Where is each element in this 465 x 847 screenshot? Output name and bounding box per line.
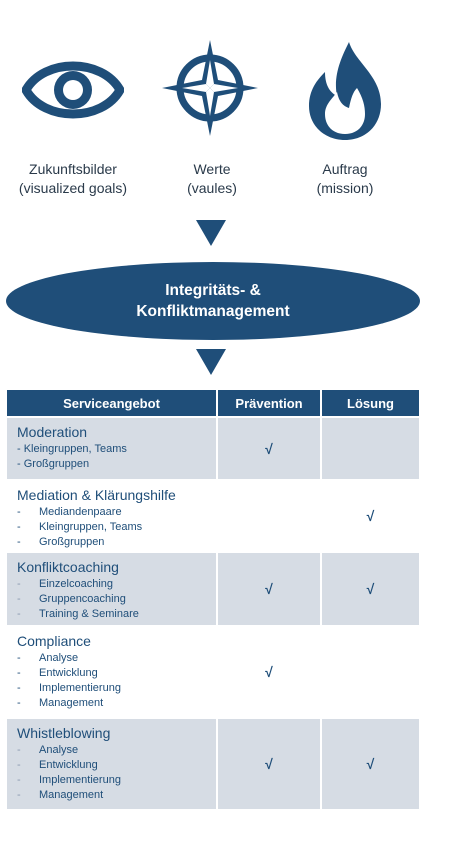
service-item: - Analyse xyxy=(17,744,79,756)
service-item: - Großgruppen xyxy=(17,458,90,470)
table-row xyxy=(6,417,420,480)
service-item: - Einzelcoaching xyxy=(17,578,113,590)
table-row xyxy=(6,552,420,626)
check-praevention-empty xyxy=(217,480,321,552)
service-title: Mediation & Klärungshilfe xyxy=(17,487,176,503)
service-cell xyxy=(6,552,217,626)
center-ellipse xyxy=(6,262,420,340)
table-row xyxy=(6,718,420,810)
caption-sublabel: (visualized goals) xyxy=(18,180,128,196)
caption-auftrag xyxy=(270,160,420,198)
check-praevention: √ xyxy=(217,718,321,810)
header-loesung: Lösung xyxy=(321,389,420,417)
service-item: - Entwicklung xyxy=(17,667,98,679)
service-item: - Implementierung xyxy=(17,682,121,694)
table-header-row xyxy=(6,389,420,417)
header-serviceangebot: Serviceangebot xyxy=(6,389,217,417)
caption-werte xyxy=(137,160,287,198)
check-loesung: √ xyxy=(321,552,420,626)
check-praevention: √ xyxy=(217,552,321,626)
check-praevention: √ xyxy=(217,417,321,480)
eye-icon xyxy=(22,50,124,130)
check-loesung: √ xyxy=(321,718,420,810)
service-item: - Großgruppen xyxy=(17,536,105,548)
flame-icon xyxy=(305,40,385,142)
caption-zukunftsbilder xyxy=(0,160,148,198)
service-item: - Kleingruppen, Teams xyxy=(17,521,143,533)
check-loesung-empty xyxy=(321,626,420,718)
caption-label: Zukunftsbilder xyxy=(29,161,117,177)
check-loesung-empty xyxy=(321,417,420,480)
table-row xyxy=(6,626,420,718)
service-title: Konfliktcoaching xyxy=(17,559,119,575)
service-cell xyxy=(6,480,217,552)
caption-label: Werte xyxy=(193,161,231,177)
caption-sublabel: (mission) xyxy=(316,180,374,196)
service-title: Whistleblowing xyxy=(17,725,111,741)
check-praevention: √ xyxy=(217,626,321,718)
compass-icon xyxy=(160,38,260,138)
center-title-line2: Konfliktmanagement xyxy=(136,303,290,320)
service-cell xyxy=(6,417,217,480)
down-arrow-icon xyxy=(196,220,226,246)
service-item: - Mediandenpaare xyxy=(17,506,122,518)
down-arrow-icon xyxy=(196,349,226,375)
service-title: Moderation xyxy=(17,424,88,440)
service-item: - Analyse xyxy=(17,652,79,664)
service-item: - Gruppencoaching xyxy=(17,593,126,605)
service-cell xyxy=(6,626,217,718)
service-item: - Management xyxy=(17,697,104,709)
service-table xyxy=(5,388,421,811)
service-item: - Implementierung xyxy=(17,774,121,786)
service-item: - Management xyxy=(17,789,104,801)
center-title-line1: Integritäts- & xyxy=(165,282,261,299)
table-row xyxy=(6,480,420,552)
service-item: - Entwicklung xyxy=(17,759,98,771)
header-praevention: Prävention xyxy=(217,389,321,417)
service-item: - Kleingruppen, Teams xyxy=(17,443,127,455)
service-title: Compliance xyxy=(17,633,91,649)
check-loesung: √ xyxy=(321,480,420,552)
caption-label: Auftrag xyxy=(322,161,368,177)
caption-sublabel: (vaules) xyxy=(187,180,237,196)
service-item: - Training & Seminare xyxy=(17,608,139,620)
service-cell xyxy=(6,718,217,810)
